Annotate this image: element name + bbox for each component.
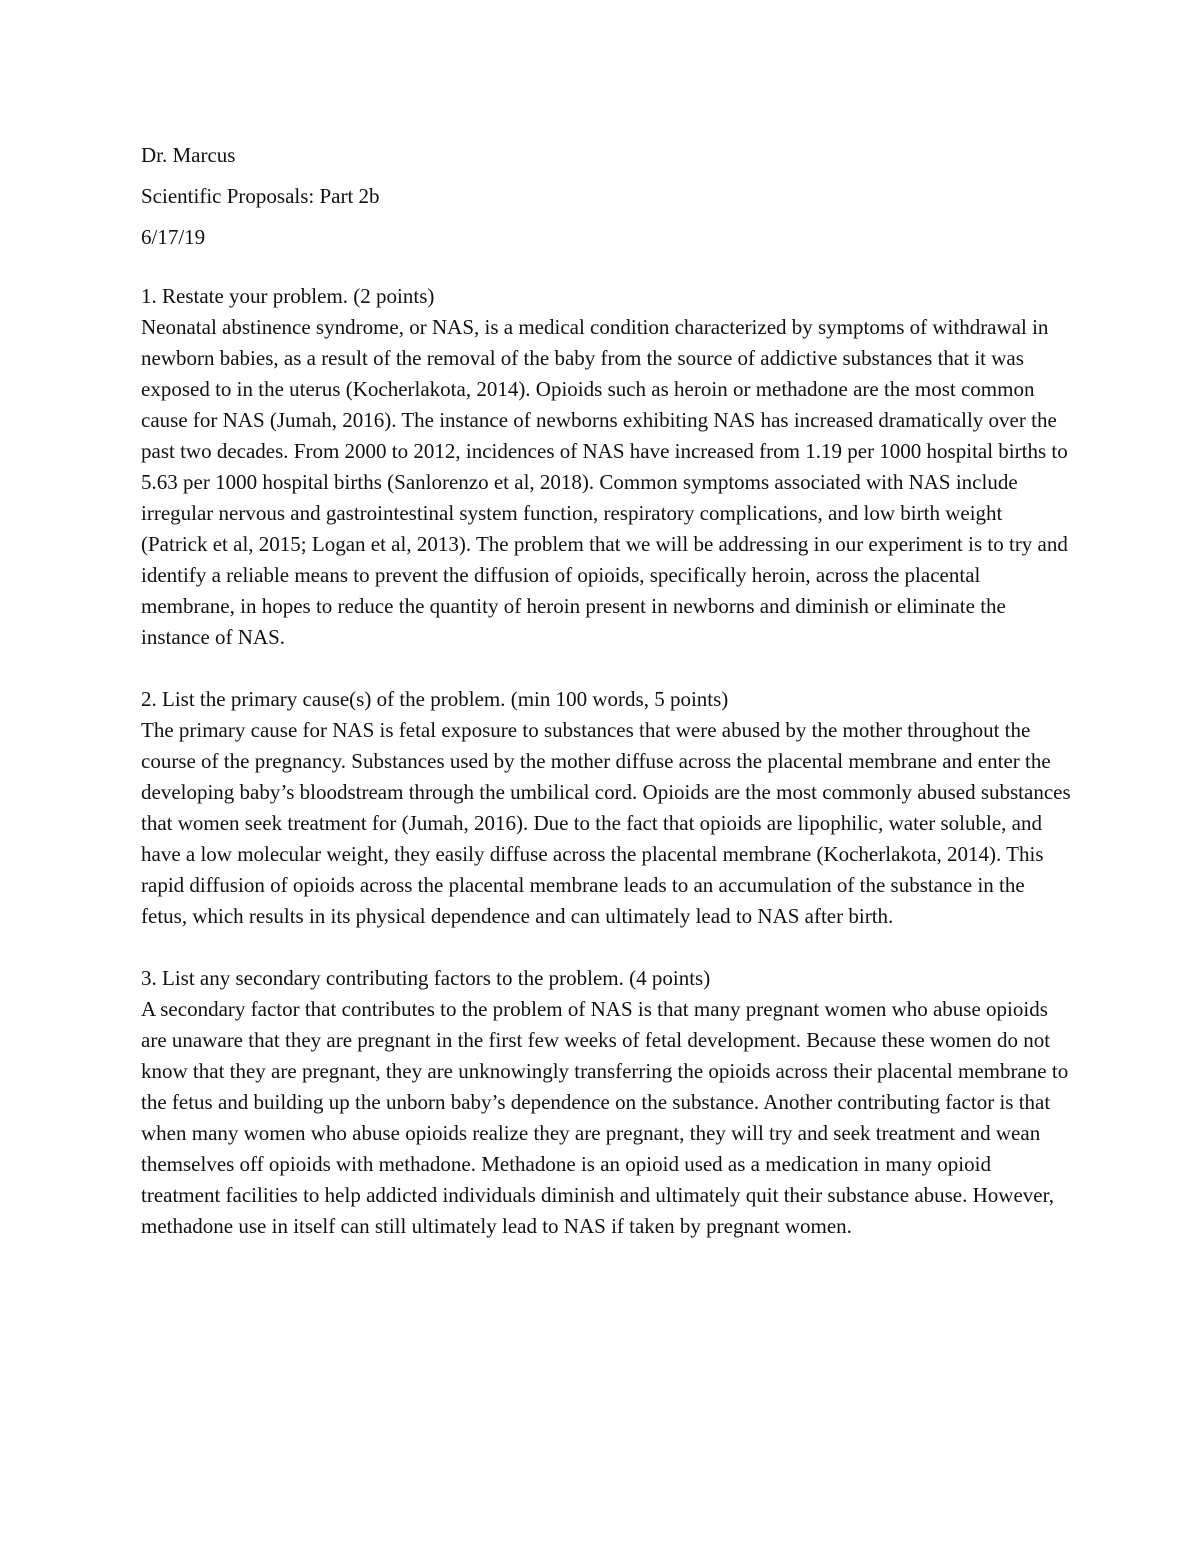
- section-primary-causes: [141, 684, 1071, 932]
- instructor-name: Dr. Marcus: [141, 143, 236, 167]
- document-header: [141, 140, 1071, 253]
- answer-paragraph: Neonatal abstinence syndrome, or NAS, is a medical condition characterized by symptoms of withdrawal in newborn babies, as a result of the removal of the baby from the source of addictive substances that it was exposed to in the uterus (Kocherlakota, 2014). Opioids such as heroin or methadone are the most common cause for NAS (Jumah, 2016). The instance of newborns exhibiting NAS has increased dramatically over the past two decades. From 2000 to 2012, incidences of NAS have increased from 1.19 per 1000 hospital births to 5.63 per 1000 hospital births (Sanlorenzo et al, 2018). Common symptoms associated with NAS include irregular nervous and gastrointestinal system function, respiratory complications, and low birth weight (Patrick et al, 2015; Logan et al, 2013). The problem that we will be addressing in our experiment is to try and identify a reliable means to prevent the diffusion of opioids, specifically heroin, across the placental membrane, in hopes to reduce the quantity of heroin present in newborns and diminish or eliminate the instance of NAS.: [141, 315, 1068, 649]
- section-restate-problem: [141, 281, 1071, 653]
- question-heading: 3. List any secondary contributing factors to the problem. (4 points): [141, 966, 711, 990]
- answer-paragraph: The primary cause for NAS is fetal exposure to substances that were abused by the mother throughout the course of the pregnancy. Substances used by the mother diffuse across the placental membrane and enter the developing baby’s bloodstream through the umbilical cord. Opioids are the most commonly abused substances that women seek treatment for (Jumah, 2016). Due to the fact that opioids are lipophilic, water soluble, and have a low molecular weight, they easily diffuse across the placental membrane (Kocherlakota, 2014). This rapid diffusion of opioids across the placental membrane leads to an accumulation of the substance in the fetus, which results in its physical dependence and can ultimately lead to NAS after birth.: [141, 718, 1071, 928]
- assignment-title: Scientific Proposals: Part 2b: [141, 184, 380, 208]
- answer-paragraph: A secondary factor that contributes to the problem of NAS is that many pregnant women who abuse opioids are unaware that they are pregnant in the first few weeks of fetal development. Because these women do not know that they are pregnant, they are unknowingly transferring the opioids across their placental membrane to the fetus and building up the unborn baby’s dependence on the substance. Another contributing factor is that when many women who abuse opioids realize they are pregnant, they will try and seek treatment and wean themselves off opioids with methadone. Methadone is an opioid used as a medication in many opioid treatment facilities to help addicted individuals diminish and ultimately quit their substance abuse. However, methadone use in itself can still ultimately lead to NAS if taken by pregnant women.: [141, 997, 1069, 1238]
- section-secondary-factors: [141, 963, 1071, 1242]
- question-heading: 2. List the primary cause(s) of the problem. (min 100 words, 5 points): [141, 687, 729, 711]
- question-heading: 1. Restate your problem. (2 points): [141, 284, 435, 308]
- document-date: 6/17/19: [141, 225, 206, 249]
- document-body: [141, 140, 1071, 1273]
